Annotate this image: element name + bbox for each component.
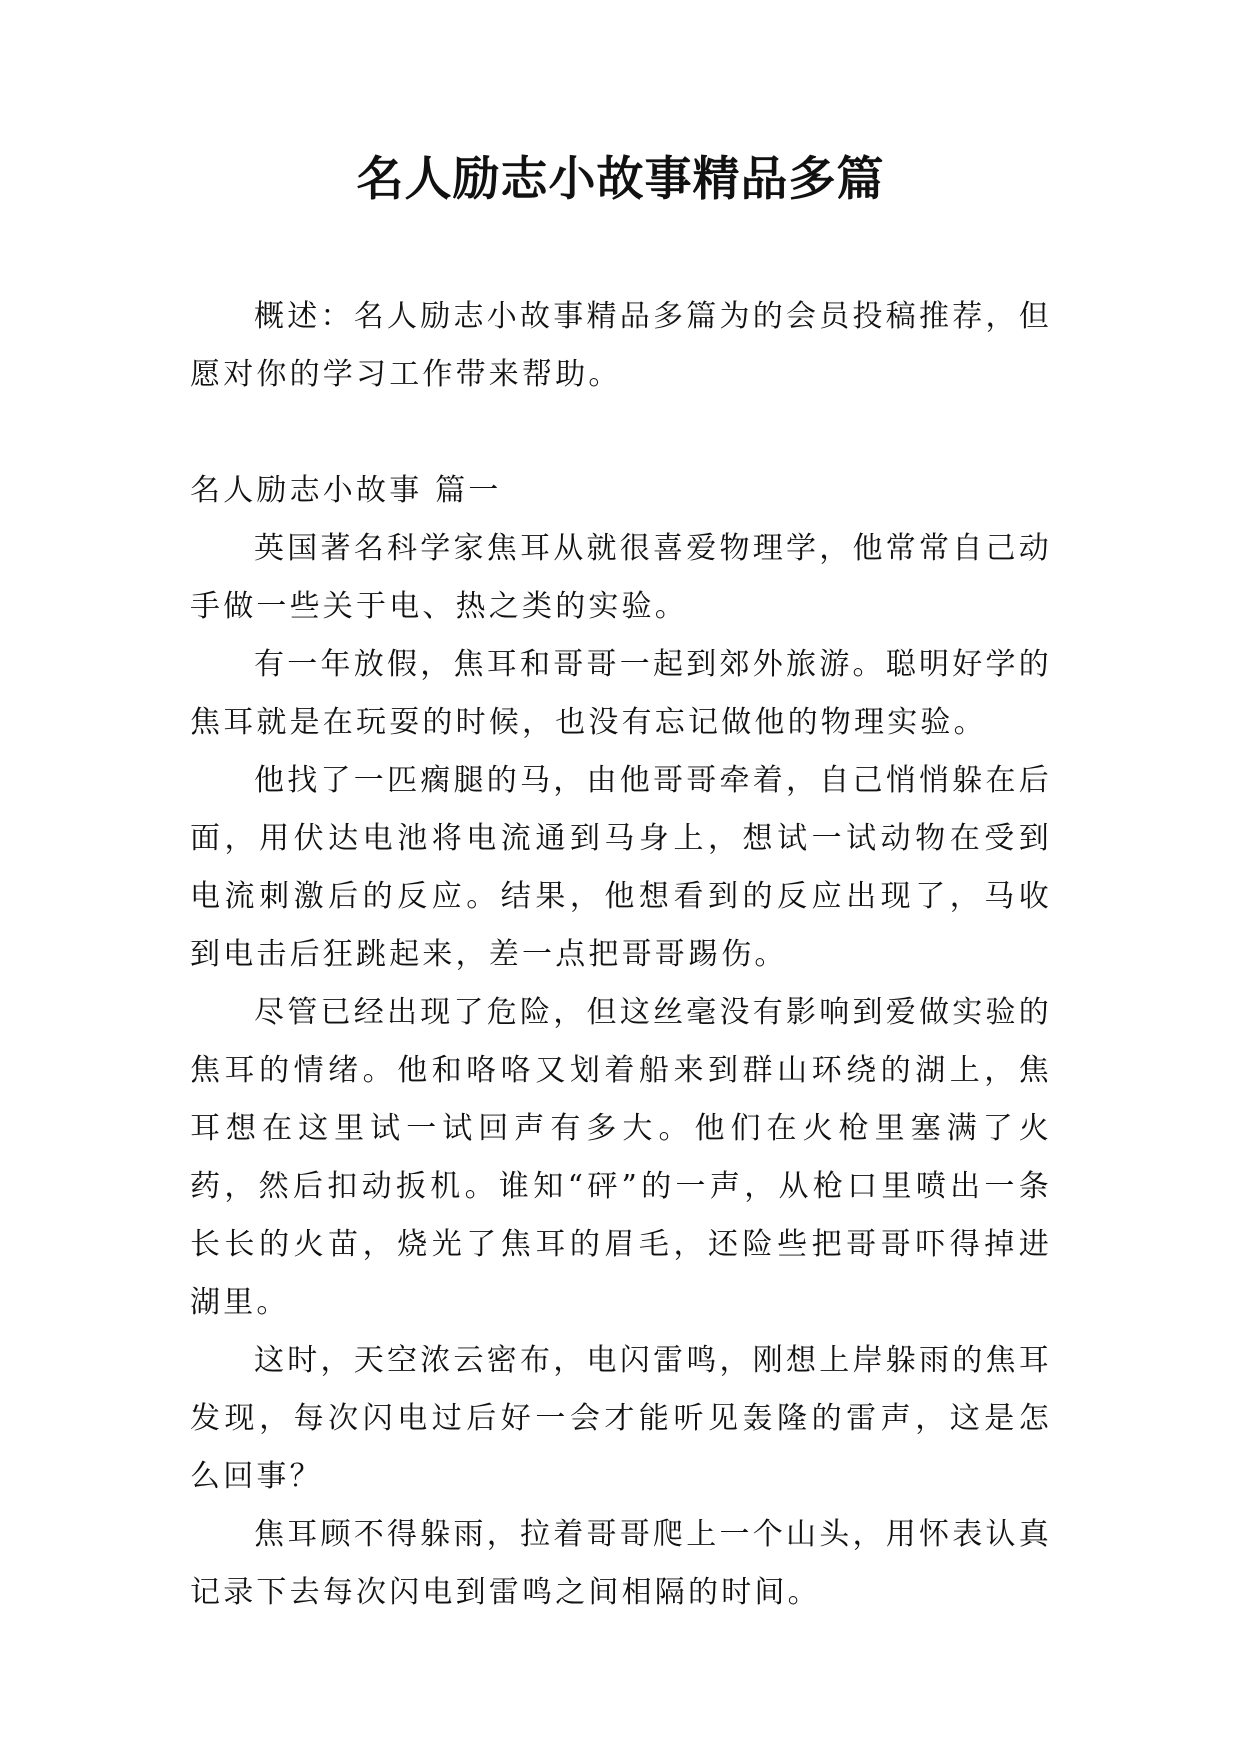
story-paragraph: 焦耳顾不得躲雨，拉着哥哥爬上一个山头，用怀表认真记录下去每次闪电到雷鸣之间相隔的时间。 [190, 1517, 1052, 1610]
story-paragraph: 这时，天空浓云密布，电闪雷鸣，刚想上岸躲雨的焦耳发现，每次闪电过后好一会才能听见轰隆的雷声，这是怎么回事？ [190, 1343, 1052, 1494]
summary-paragraph: 概述：名人励志小故事精品多篇为的会员投稿推荐，但愿对你的学习工作带来帮助。 [190, 299, 1052, 392]
story-paragraph: 英国著名科学家焦耳从就很喜爱物理学，他常常自己动手做一些关于电、热之类的实验。 [190, 531, 1052, 624]
story-paragraph: 他找了一匹瘸腿的马，由他哥哥牵着，自己悄悄躲在后面，用伏达电池将电流通到马身上，想试一试动物在受到电流刺激后的反应。结果，他想看到的反应出现了，马收到电击后狂跳起来，差一点把哥哥踢伤。 [190, 763, 1052, 972]
section-heading: 名人励志小故事 篇一 [190, 473, 502, 508]
document-title: 名人励志小故事精品多篇 [356, 152, 885, 207]
story-paragraph: 有一年放假，焦耳和哥哥一起到郊外旅游。聪明好学的焦耳就是在玩耍的时候，也没有忘记做他的物理实验。 [190, 647, 1052, 740]
story-body [190, 520, 1052, 1622]
story-paragraph: 尽管已经出现了危险，但这丝毫没有影响到爱做实验的焦耳的情绪。他和咯咯又划着船来到群山环绕的湖上，焦耳想在这里试一试回声有多大。他们在火枪里塞满了火药，然后扣动扳机。谁知“砰”的一声，从枪口里喷出一条长长的火苗，烧光了焦耳的眉毛，还险些把哥哥吓得掉进湖里。 [190, 995, 1052, 1320]
